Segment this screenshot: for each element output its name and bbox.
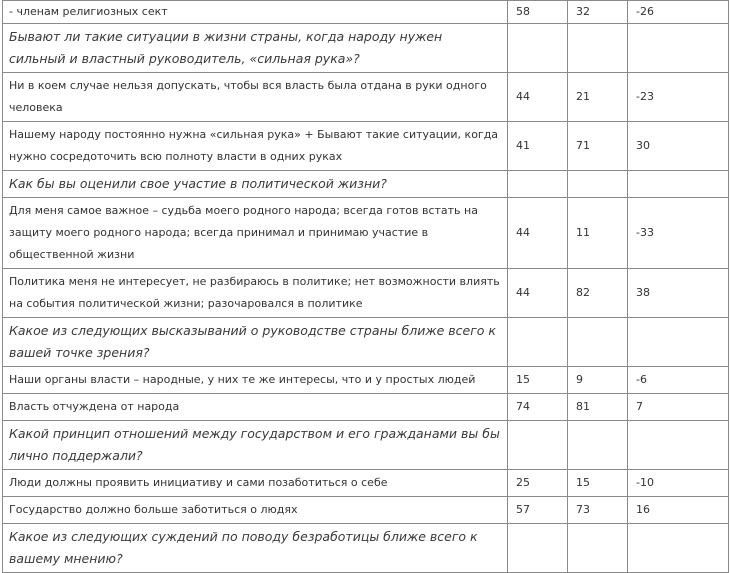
value-cell-3: -6 [628,367,729,394]
empty-cell [568,171,628,198]
value-cell-2: 82 [568,269,628,318]
table-row [3,1,729,24]
survey-table [2,0,729,573]
question-label: Какой принцип отношений между государством и его гражданами вы бы лично поддержали? [3,421,508,470]
empty-cell [628,171,729,198]
table-row [3,122,729,171]
value-cell-3: -33 [628,198,729,269]
empty-cell [508,421,568,470]
empty-cell [568,318,628,367]
answer-label: Политика меня не интересует, не разбираюсь в политике; нет возможности влиять на события политической жизни; разочаровался в политике [3,269,508,318]
empty-cell [508,171,568,198]
table-row [3,269,729,318]
empty-cell [568,524,628,573]
question-label: Какое из следующих суждений по поводу безработицы ближе всего к вашему мнению? [3,524,508,573]
question-label: Как бы вы оценили свое участие в политической жизни? [3,171,508,198]
answer-label: - членам религиозных сект [3,1,508,24]
empty-cell [508,24,568,73]
question-label: Какое из следующих высказываний о руководстве страны ближе всего к вашей точке зрения? [3,318,508,367]
empty-cell [628,24,729,73]
value-cell-3: 7 [628,394,729,421]
value-cell-1: 44 [508,198,568,269]
value-cell-1: 41 [508,122,568,171]
value-cell-3: -10 [628,470,729,497]
question-row [3,318,729,367]
table-row [3,198,729,269]
value-cell-3: 38 [628,269,729,318]
question-row [3,421,729,470]
value-cell-1: 25 [508,470,568,497]
value-cell-1: 44 [508,269,568,318]
empty-cell [508,524,568,573]
table-row [3,367,729,394]
value-cell-1: 57 [508,497,568,524]
value-cell-2: 73 [568,497,628,524]
empty-cell [628,421,729,470]
empty-cell [628,318,729,367]
answer-label: Ни в коем случае нельзя допускать, чтобы вся власть была отдана в руки одного человека [3,73,508,122]
table-row [3,73,729,122]
question-row [3,24,729,73]
answer-label: Для меня самое важное – судьба моего родного народа; всегда готов встать на защиту моего родного народа; всегда принимал и принимаю участие в общественной жизни [3,198,508,269]
value-cell-2: 9 [568,367,628,394]
value-cell-2: 81 [568,394,628,421]
answer-label: Люди должны проявить инициативу и сами позаботиться о себе [3,470,508,497]
value-cell-2: 71 [568,122,628,171]
value-cell-2: 15 [568,470,628,497]
value-cell-1: 15 [508,367,568,394]
question-label: Бывают ли такие ситуации в жизни страны, когда народу нужен сильный и властный руководитель, «сильная рука»? [3,24,508,73]
value-cell-3: 16 [628,497,729,524]
empty-cell [568,421,628,470]
question-row [3,171,729,198]
answer-label: Наши органы власти – народные, у них те же интересы, что и у простых людей [3,367,508,394]
value-cell-3: -23 [628,73,729,122]
value-cell-2: 21 [568,73,628,122]
table-row [3,497,729,524]
question-row [3,524,729,573]
empty-cell [628,524,729,573]
answer-label: Государство должно больше заботиться о людях [3,497,508,524]
table-row [3,394,729,421]
answer-label: Власть отчуждена от народа [3,394,508,421]
value-cell-2: 32 [568,1,628,24]
empty-cell [568,24,628,73]
empty-cell [508,318,568,367]
value-cell-1: 58 [508,1,568,24]
value-cell-3: 30 [628,122,729,171]
answer-label: Нашему народу постоянно нужна «сильная рука» + Бывают такие ситуации, когда нужно сосредоточить всю полноту власти в одних руках [3,122,508,171]
value-cell-1: 44 [508,73,568,122]
value-cell-2: 11 [568,198,628,269]
value-cell-3: -26 [628,1,729,24]
value-cell-1: 74 [508,394,568,421]
table-row [3,470,729,497]
